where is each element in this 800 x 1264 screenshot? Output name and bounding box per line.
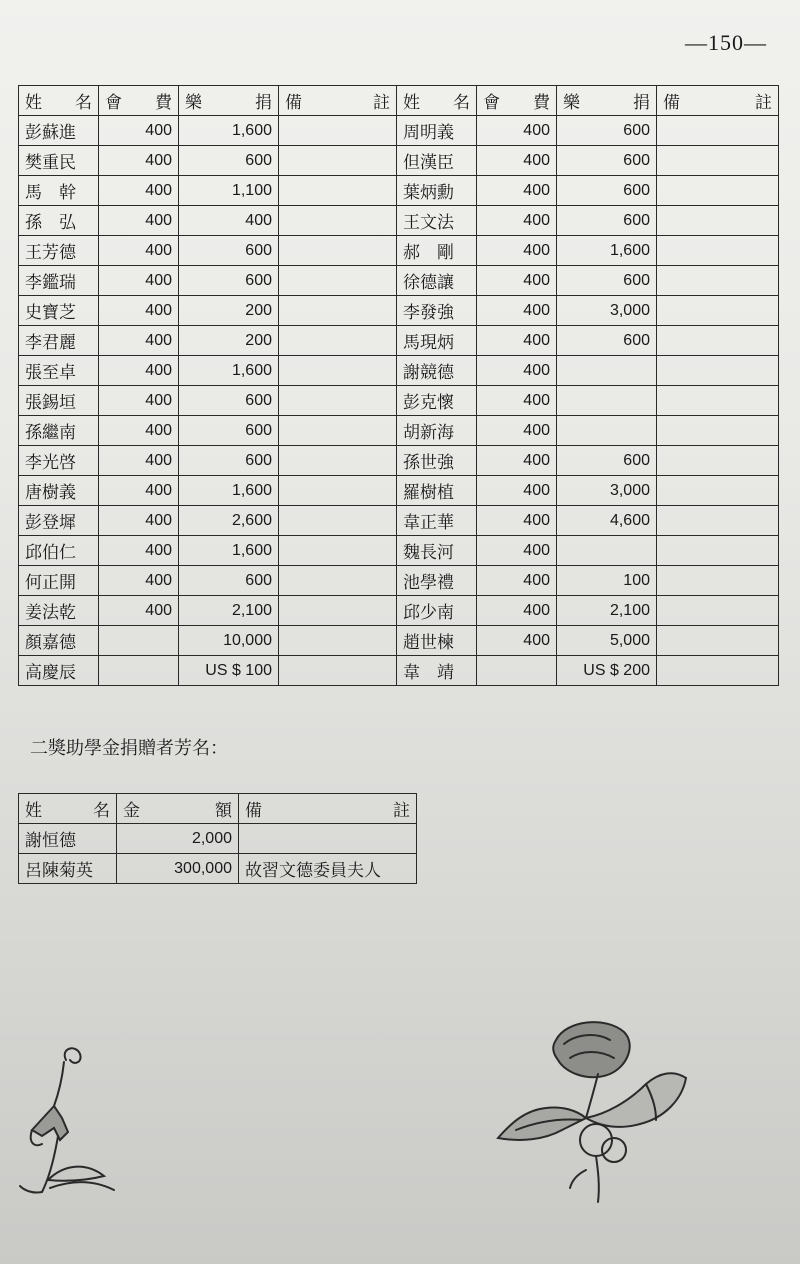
donor-name-cell: 李鑑瑞 [19, 266, 99, 296]
note-cell [657, 176, 779, 206]
note-cell [657, 596, 779, 626]
note-cell [657, 536, 779, 566]
donation-cell: 600 [557, 146, 657, 176]
donation-cell: 600 [179, 416, 279, 446]
donation-cell: 600 [179, 266, 279, 296]
scholarship-note [239, 824, 417, 854]
scholarship-heading: 二獎助學金捐贈者芳名： [30, 738, 228, 759]
fee-cell: 400 [477, 386, 557, 416]
note-cell [279, 116, 397, 146]
lily-flower-icon [14, 1040, 124, 1200]
note-cell [657, 656, 779, 686]
scholarship-header-row [19, 794, 417, 824]
fee-cell: 400 [99, 476, 179, 506]
donation-cell: 2,100 [179, 596, 279, 626]
donation-cell: 200 [179, 326, 279, 356]
scholarship-header-name: 姓 名 [19, 794, 117, 824]
fee-cell: 400 [99, 536, 179, 566]
donation-cell: 1,600 [179, 356, 279, 386]
fee-cell: 400 [477, 206, 557, 236]
donor-name-cell: 徐德讓 [397, 266, 477, 296]
note-cell [657, 116, 779, 146]
scholarship-header-note: 備 註 [239, 794, 417, 824]
donation-cell: 600 [557, 206, 657, 236]
donation-cell: 600 [557, 266, 657, 296]
donation-cell: 3,000 [557, 296, 657, 326]
note-cell [279, 326, 397, 356]
donation-cell: US $ 100 [179, 656, 279, 686]
fee-cell: 400 [477, 506, 557, 536]
note-cell [279, 356, 397, 386]
fee-cell: 400 [477, 446, 557, 476]
note-cell [657, 506, 779, 536]
donor-name-cell: 邱伯仁 [19, 536, 99, 566]
donor-name-cell: 馬現炳 [397, 326, 477, 356]
header-name-left: 姓 名 [19, 86, 99, 116]
table-row [19, 854, 417, 884]
donor-name-cell: 李發強 [397, 296, 477, 326]
fee-cell: 400 [99, 326, 179, 356]
donor-name-cell: 趙世楝 [397, 626, 477, 656]
fee-cell: 400 [477, 266, 557, 296]
table-row [19, 416, 779, 446]
note-cell [657, 266, 779, 296]
table-row [19, 824, 417, 854]
note-cell [657, 566, 779, 596]
donor-name-cell: 郝 剛 [397, 236, 477, 266]
donation-cell: 1,600 [179, 476, 279, 506]
donor-name-cell: 彭克懷 [397, 386, 477, 416]
fee-cell: 400 [99, 596, 179, 626]
table-row [19, 566, 779, 596]
page-number: —150— [685, 30, 767, 55]
note-cell [657, 446, 779, 476]
fee-cell: 400 [477, 296, 557, 326]
note-cell [279, 146, 397, 176]
donation-cell: 10,000 [179, 626, 279, 656]
donation-cell: 600 [557, 176, 657, 206]
table-row [19, 356, 779, 386]
donor-name-cell: 姜法乾 [19, 596, 99, 626]
donation-cell: 1,100 [179, 176, 279, 206]
donation-cell: 600 [557, 326, 657, 356]
donation-cell: 1,600 [179, 116, 279, 146]
donor-name-cell: 胡新海 [397, 416, 477, 446]
scholarship-donor-name: 謝恒德 [19, 824, 117, 854]
donor-name-cell: 孫繼南 [19, 416, 99, 446]
donation-cell [557, 386, 657, 416]
note-cell [279, 476, 397, 506]
note-cell [657, 326, 779, 356]
fee-cell: 400 [477, 476, 557, 506]
fee-cell: 400 [477, 596, 557, 626]
note-cell [279, 416, 397, 446]
note-cell [279, 236, 397, 266]
donation-cell: 4,600 [557, 506, 657, 536]
note-cell [279, 386, 397, 416]
donation-cell [557, 416, 657, 446]
fee-cell: 400 [99, 416, 179, 446]
fee-cell: 400 [477, 146, 557, 176]
donor-name-cell: 李君麗 [19, 326, 99, 356]
donor-name-cell: 羅樹植 [397, 476, 477, 506]
header-name-right: 姓 名 [397, 86, 477, 116]
donation-cell: 600 [557, 446, 657, 476]
scholarship-amount: 300,000 [117, 854, 239, 884]
note-cell [657, 296, 779, 326]
donation-table [18, 85, 779, 686]
note-cell [279, 296, 397, 326]
note-cell [657, 476, 779, 506]
header-donation-right: 樂 捐 [557, 86, 657, 116]
fee-cell: 400 [99, 266, 179, 296]
table-row [19, 506, 779, 536]
donor-name-cell: 何正開 [19, 566, 99, 596]
table-row [19, 656, 779, 686]
donor-name-cell: 王芳德 [19, 236, 99, 266]
scholarship-note: 故習文德委員夫人 [239, 854, 417, 884]
donor-name-cell: 葉炳勳 [397, 176, 477, 206]
note-cell [279, 566, 397, 596]
fee-cell: 400 [477, 356, 557, 386]
donor-name-cell: 唐樹義 [19, 476, 99, 506]
donor-name-cell: 張錫垣 [19, 386, 99, 416]
table-row [19, 146, 779, 176]
header-note-left: 備 註 [279, 86, 397, 116]
note-cell [657, 386, 779, 416]
donor-name-cell: 魏長河 [397, 536, 477, 566]
header-note-right: 備 註 [657, 86, 779, 116]
donor-name-cell: 周明義 [397, 116, 477, 146]
scholarship-header-amount: 金 額 [117, 794, 239, 824]
table-row [19, 626, 779, 656]
donor-name-cell: 馬 幹 [19, 176, 99, 206]
donor-name-cell: 彭蘇進 [19, 116, 99, 146]
donation-cell: 100 [557, 566, 657, 596]
table-row [19, 596, 779, 626]
donation-cell: 200 [179, 296, 279, 326]
table-row [19, 206, 779, 236]
donor-name-cell: 顏嘉德 [19, 626, 99, 656]
fee-cell: 400 [99, 446, 179, 476]
fee-cell: 400 [99, 146, 179, 176]
table-row [19, 386, 779, 416]
note-cell [279, 266, 397, 296]
fee-cell: 400 [99, 386, 179, 416]
donor-name-cell: 池學禮 [397, 566, 477, 596]
donor-name-cell: 張至卓 [19, 356, 99, 386]
donation-cell: 3,000 [557, 476, 657, 506]
header-fee-right: 會 費 [477, 86, 557, 116]
fee-cell: 400 [99, 236, 179, 266]
donor-name-cell: 邱少南 [397, 596, 477, 626]
table-row [19, 536, 779, 566]
fee-cell: 400 [477, 566, 557, 596]
note-cell [657, 626, 779, 656]
donation-cell: 600 [179, 236, 279, 266]
donor-name-cell: 高慶辰 [19, 656, 99, 686]
fee-cell [477, 656, 557, 686]
note-cell [657, 206, 779, 236]
table-row [19, 236, 779, 266]
donation-cell: 400 [179, 206, 279, 236]
morning-glory-flower-icon [486, 1010, 706, 1210]
fee-cell: 400 [477, 626, 557, 656]
table-header-row [19, 86, 779, 116]
table-row [19, 176, 779, 206]
note-cell [657, 236, 779, 266]
donor-name-cell: 孫 弘 [19, 206, 99, 236]
scholarship-donor-name: 呂陳菊英 [19, 854, 117, 884]
fee-cell: 400 [477, 236, 557, 266]
donation-cell [557, 356, 657, 386]
table-row [19, 476, 779, 506]
fee-cell: 400 [99, 566, 179, 596]
fee-cell [99, 656, 179, 686]
donation-cell: 2,100 [557, 596, 657, 626]
donor-name-cell: 彭登墀 [19, 506, 99, 536]
donor-name-cell: 但漢臣 [397, 146, 477, 176]
fee-cell [99, 626, 179, 656]
header-fee-left: 會 費 [99, 86, 179, 116]
donor-name-cell: 樊重民 [19, 146, 99, 176]
donation-cell: 600 [179, 446, 279, 476]
donation-cell: 600 [179, 566, 279, 596]
note-cell [279, 176, 397, 206]
donor-name-cell: 韋正華 [397, 506, 477, 536]
donation-cell: 2,600 [179, 506, 279, 536]
donation-cell: 600 [179, 386, 279, 416]
table-row [19, 446, 779, 476]
fee-cell: 400 [99, 296, 179, 326]
note-cell [279, 596, 397, 626]
donor-name-cell: 謝競德 [397, 356, 477, 386]
note-cell [279, 206, 397, 236]
donation-cell: 5,000 [557, 626, 657, 656]
fee-cell: 400 [99, 116, 179, 146]
donation-cell: 600 [557, 116, 657, 146]
table-row [19, 326, 779, 356]
donor-name-cell: 韋 靖 [397, 656, 477, 686]
donor-name-cell: 王文法 [397, 206, 477, 236]
header-donation-left: 樂 捐 [179, 86, 279, 116]
note-cell [279, 536, 397, 566]
fee-cell: 400 [99, 506, 179, 536]
donation-cell: 1,600 [557, 236, 657, 266]
note-cell [279, 446, 397, 476]
scholarship-amount: 2,000 [117, 824, 239, 854]
fee-cell: 400 [477, 416, 557, 446]
note-cell [279, 626, 397, 656]
donor-name-cell: 史寶芝 [19, 296, 99, 326]
note-cell [657, 356, 779, 386]
donation-cell: 600 [179, 146, 279, 176]
note-cell [279, 506, 397, 536]
note-cell [657, 416, 779, 446]
fee-cell: 400 [477, 536, 557, 566]
fee-cell: 400 [99, 206, 179, 236]
donor-name-cell: 李光啓 [19, 446, 99, 476]
note-cell [657, 146, 779, 176]
donation-cell [557, 536, 657, 566]
donation-cell: 1,600 [179, 536, 279, 566]
fee-cell: 400 [99, 356, 179, 386]
donation-cell: US $ 200 [557, 656, 657, 686]
table-row [19, 296, 779, 326]
table-row [19, 266, 779, 296]
fee-cell: 400 [477, 326, 557, 356]
scholarship-table [18, 793, 417, 884]
fee-cell: 400 [99, 176, 179, 206]
donor-name-cell: 孫世強 [397, 446, 477, 476]
fee-cell: 400 [477, 176, 557, 206]
note-cell [279, 656, 397, 686]
fee-cell: 400 [477, 116, 557, 146]
table-row [19, 116, 779, 146]
